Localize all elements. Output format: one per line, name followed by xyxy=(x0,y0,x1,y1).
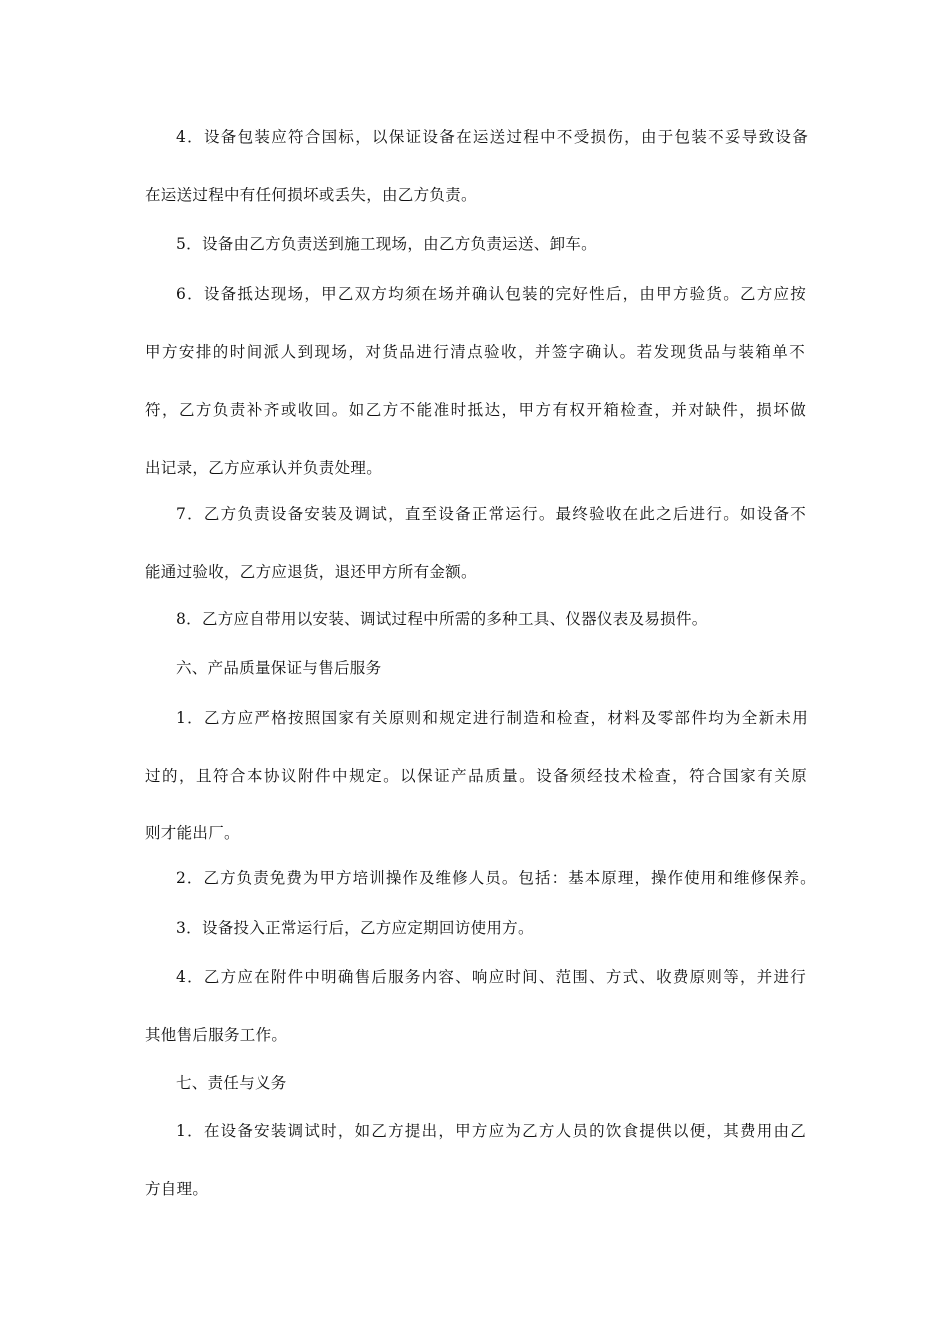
paragraph-line: 则才能出厂。 xyxy=(145,824,240,842)
paragraph-line: 1．在设备安装调试时，如乙方提出，甲方应为乙方人员的饮食提供以便，其费用由乙 xyxy=(176,1122,806,1140)
paragraph-line: 方自理。 xyxy=(145,1180,209,1198)
paragraph-line: 8．乙方应自带用以安装、调试过程中所需的多种工具、仪器仪表及易损件。 xyxy=(176,610,708,628)
paragraph-line: 1．乙方应严格按照国家有关原则和规定进行制造和检查，材料及零部件均为全新未用 xyxy=(176,709,808,727)
paragraph-line: 4．乙方应在附件中明确售后服务内容、响应时间、范围、方式、收费原则等，并进行 xyxy=(176,968,806,986)
section-heading: 七、责任与义务 xyxy=(176,1074,287,1092)
paragraph-line: 4．设备包装应符合国标，以保证设备在运送过程中不受损伤，由于包装不妥导致设备 xyxy=(176,128,808,146)
paragraph-line: 5．设备由乙方负责送到施工现场，由乙方负责运送、卸车。 xyxy=(176,235,597,253)
paragraph-line: 甲方安排的时间派人到现场，对货品进行清点验收，并签字确认。若发现货品与装箱单不 xyxy=(145,343,805,361)
paragraph-line: 其他售后服务工作。 xyxy=(145,1026,288,1044)
paragraph-line: 2．乙方负责免费为甲方培训操作及维修人员。包括：基本原理，操作使用和维修保养。 xyxy=(176,869,816,887)
section-heading: 六、产品质量保证与售后服务 xyxy=(176,659,382,677)
paragraph-line: 6．设备抵达现场，甲乙双方均须在场并确认包装的完好性后，由甲方验货。乙方应按 xyxy=(176,285,806,303)
paragraph-line: 出记录，乙方应承认并负责处理。 xyxy=(145,459,383,477)
paragraph-line: 能通过验收，乙方应退货，退还甲方所有金额。 xyxy=(145,563,477,581)
paragraph-line: 7．乙方负责设备安装及调试，直至设备正常运行。最终验收在此之后进行。如设备不 xyxy=(176,505,806,523)
paragraph-line: 符，乙方负责补齐或收回。如乙方不能准时抵达，甲方有权开箱检查，并对缺件，损坏做 xyxy=(145,401,806,419)
paragraph-line: 在运送过程中有任何损坏或丢失，由乙方负责。 xyxy=(145,186,477,204)
paragraph-line: 过的，且符合本协议附件中规定。以保证产品质量。设备须经技术检查，符合国家有关原 xyxy=(145,767,807,785)
paragraph-line: 3．设备投入正常运行后，乙方应定期回访使用方。 xyxy=(176,919,534,937)
